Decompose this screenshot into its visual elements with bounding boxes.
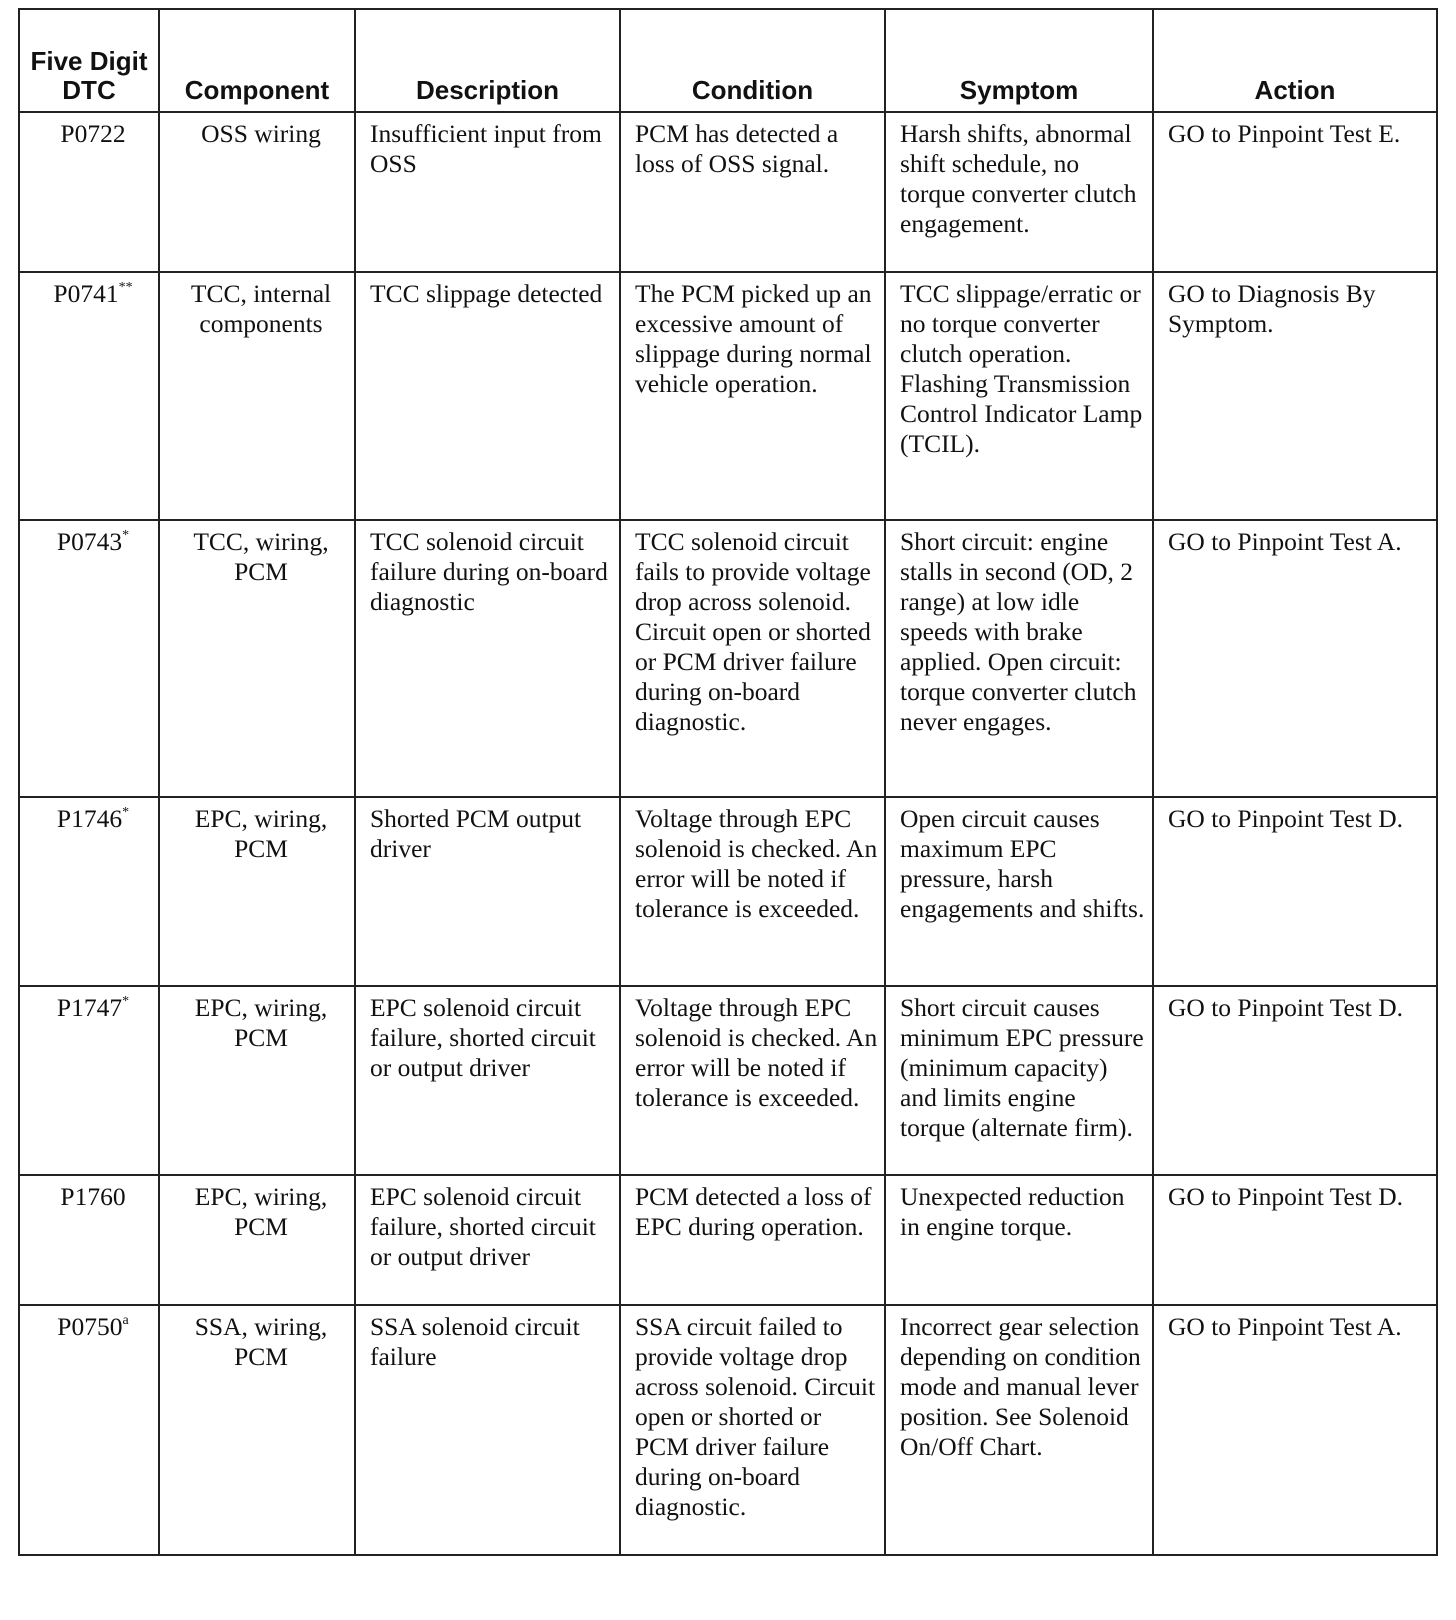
symptom-cell: Incorrect gear selection depending on condition mode and manual lever position. See Solenoid On/Off Chart. [885,1305,1153,1555]
description-cell: Shorted PCM output driver [355,797,620,986]
action-cell: GO to Pinpoint Test A. [1153,1305,1437,1555]
condition-cell: The PCM picked up an excessive amount of slippage during normal vehicle operation. [620,272,885,520]
description-cell: TCC slippage detected [355,272,620,520]
symptom-cell: Open circuit causes maximum EPC pressure, harsh engagements and shifts. [885,797,1153,986]
dtc-cell: P0750$^a$ [19,1305,159,1555]
action-cell: GO to Diagnosis By Symptom. [1153,272,1437,520]
component-cell: EPC, wiring, PCM [159,986,355,1175]
header-dtc: Five Digit DTC [19,9,159,112]
symptom-cell: Short circuit: engine stalls in second (OD, 2 range) at low idle speeds with brake applied. Open circuit: torque converter clutch never engages. [885,520,1153,797]
symptom-cell: Harsh shifts, abnormal shift schedule, no torque converter clutch engagement. [885,112,1153,272]
dtc-cell: P0743* [19,520,159,797]
description-cell: EPC solenoid circuit failure, shorted circuit or output driver [355,986,620,1175]
component-cell: SSA, wiring, PCM [159,1305,355,1555]
component-cell: EPC, wiring, PCM [159,1175,355,1305]
dtc-cell: P1746* [19,797,159,986]
table-row [19,1305,1437,1555]
action-cell: GO to Pinpoint Test D. [1153,986,1437,1175]
symptom-cell: TCC slippage/erratic or no torque converter clutch operation. Flashing Transmission Control Indicator Lamp (TCIL). [885,272,1153,520]
header-component: Component [159,9,355,112]
description-cell: SSA solenoid circuit failure [355,1305,620,1555]
table-row [19,986,1437,1175]
dtc-cell: P1747* [19,986,159,1175]
table-row [19,272,1437,520]
condition-cell: Voltage through EPC solenoid is checked. An error will be noted if tolerance is exceeded. [620,797,885,986]
symptom-cell: Unexpected reduction in engine torque. [885,1175,1153,1305]
component-cell: TCC, internal components [159,272,355,520]
description-cell: EPC solenoid circuit failure, shorted circuit or output driver [355,1175,620,1305]
action-cell: GO to Pinpoint Test D. [1153,1175,1437,1305]
description-cell: TCC solenoid circuit failure during on-board diagnostic [355,520,620,797]
table-row [19,797,1437,986]
header-description: Description [355,9,620,112]
dtc-cell: P0741** [19,272,159,520]
condition-cell: Voltage through EPC solenoid is checked. An error will be noted if tolerance is exceeded. [620,986,885,1175]
table-row [19,112,1437,272]
symptom-cell: Short circuit causes minimum EPC pressure (minimum capacity) and limits engine torque (alternate firm). [885,986,1153,1175]
action-cell: GO to Pinpoint Test E. [1153,112,1437,272]
condition-cell: TCC solenoid circuit fails to provide voltage drop across solenoid. Circuit open or shorted or PCM driver failure during on-board diagnostic. [620,520,885,797]
condition-cell: SSA circuit failed to provide voltage drop across solenoid. Circuit open or shorted or PCM driver failure during on-board diagnostic. [620,1305,885,1555]
condition-cell: PCM detected a loss of EPC during operation. [620,1175,885,1305]
header-row [19,9,1437,112]
component-cell: OSS wiring [159,112,355,272]
header-action: Action [1153,9,1437,112]
component-cell: EPC, wiring, PCM [159,797,355,986]
action-cell: GO to Pinpoint Test A. [1153,520,1437,797]
description-cell: Insufficient input from OSS [355,112,620,272]
dtc-cell: P0722 [19,112,159,272]
header-condition: Condition [620,9,885,112]
dtc-cell: P1760 [19,1175,159,1305]
action-cell: GO to Pinpoint Test D. [1153,797,1437,986]
table-row [19,1175,1437,1305]
condition-cell: PCM has detected a loss of OSS signal. [620,112,885,272]
component-cell: TCC, wiring, PCM [159,520,355,797]
header-symptom: Symptom [885,9,1153,112]
dtc-table [18,8,1438,1556]
table-row [19,520,1437,797]
